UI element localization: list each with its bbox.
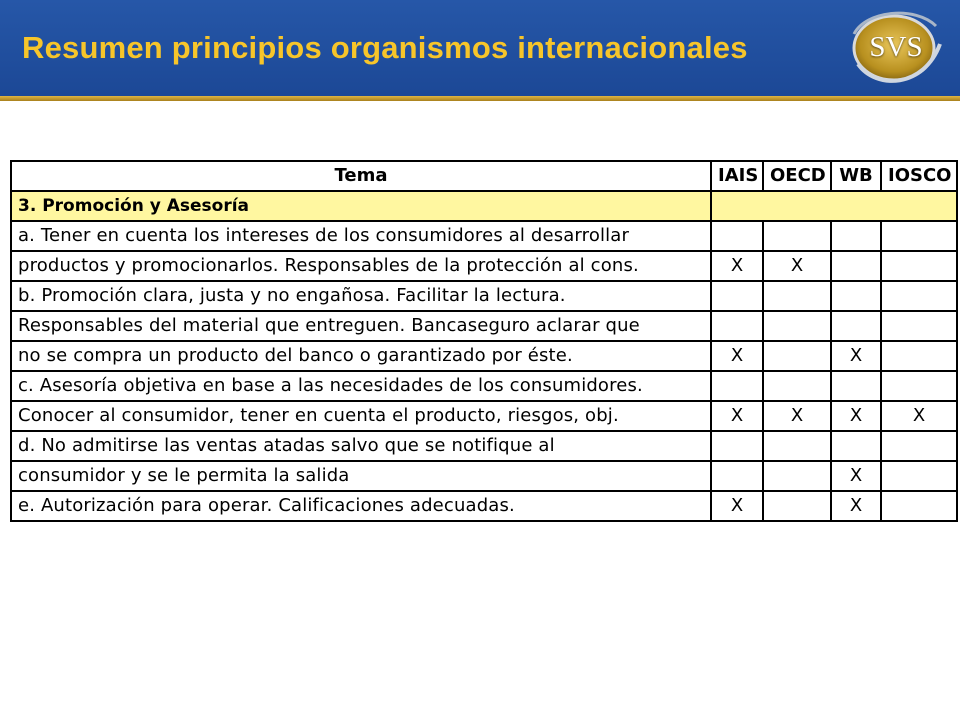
row-text: a. Tener en cuenta los intereses de los consumidores al desarrollar (11, 221, 711, 251)
mark-iais (711, 431, 763, 461)
mark-wb (831, 281, 881, 311)
col-iais: IAIS (711, 161, 763, 191)
table-row (11, 401, 957, 431)
mark-iosco (881, 311, 957, 341)
mark-oecd: X (763, 251, 831, 281)
table-row (11, 461, 957, 491)
mark-iosco (881, 251, 957, 281)
mark-oecd (763, 461, 831, 491)
table-row (11, 341, 957, 371)
mark-oecd (763, 491, 831, 521)
mark-iais: X (711, 491, 763, 521)
mark-wb: X (831, 341, 881, 371)
mark-oecd (763, 371, 831, 401)
table-row (11, 251, 957, 281)
mark-iosco (881, 491, 957, 521)
table-row (11, 221, 957, 251)
table-row (11, 431, 957, 461)
mark-wb (831, 221, 881, 251)
col-wb: WB (831, 161, 881, 191)
mark-iosco (881, 281, 957, 311)
table-row (11, 371, 957, 401)
table-header-row (11, 161, 957, 191)
section-blank (711, 191, 957, 221)
mark-iais (711, 221, 763, 251)
row-text: c. Asesoría objetiva en base a las necesidades de los consumidores. (11, 371, 711, 401)
mark-oecd (763, 431, 831, 461)
logo-text: SVS (869, 31, 923, 63)
mark-iosco (881, 461, 957, 491)
page-title: Resumen principios organismos internacionales (22, 30, 748, 65)
mark-wb: X (831, 491, 881, 521)
mark-wb (831, 371, 881, 401)
mark-iosco (881, 371, 957, 401)
row-text: no se compra un producto del banco o garantizado por éste. (11, 341, 711, 371)
mark-iais: X (711, 341, 763, 371)
row-text: Responsables del material que entreguen. Bancaseguro aclarar que (11, 311, 711, 341)
mark-iais (711, 311, 763, 341)
header-divider (0, 96, 960, 101)
row-text: d. No admitirse las ventas atadas salvo que se notifique al (11, 431, 711, 461)
row-text: consumidor y se le permita la salida (11, 461, 711, 491)
mark-iais (711, 281, 763, 311)
table-row (11, 491, 957, 521)
mark-oecd (763, 221, 831, 251)
mark-oecd: X (763, 401, 831, 431)
mark-oecd (763, 341, 831, 371)
row-text: Conocer al consumidor, tener en cuenta el producto, riesgos, obj. (11, 401, 711, 431)
mark-wb: X (831, 401, 881, 431)
mark-iosco (881, 221, 957, 251)
mark-iosco (881, 431, 957, 461)
row-text: b. Promoción clara, justa y no engañosa. Facilitar la lectura. (11, 281, 711, 311)
mark-wb (831, 431, 881, 461)
row-text: productos y promocionarlos. Responsables de la protección al cons. (11, 251, 711, 281)
mark-iais (711, 461, 763, 491)
svs-logo (846, 4, 946, 90)
col-tema: Tema (11, 161, 711, 191)
mark-iais: X (711, 401, 763, 431)
principles-table (10, 160, 958, 522)
section-title: 3. Promoción y Asesoría (11, 191, 711, 221)
row-text: e. Autorización para operar. Calificaciones adecuadas. (11, 491, 711, 521)
section-row (11, 191, 957, 221)
mark-oecd (763, 311, 831, 341)
mark-wb: X (831, 461, 881, 491)
mark-iosco: X (881, 401, 957, 431)
mark-iais (711, 371, 763, 401)
col-oecd: OECD (763, 161, 831, 191)
mark-iosco (881, 341, 957, 371)
table-row (11, 311, 957, 341)
col-iosco: IOSCO (881, 161, 957, 191)
mark-wb (831, 311, 881, 341)
mark-iais: X (711, 251, 763, 281)
mark-oecd (763, 281, 831, 311)
mark-wb (831, 251, 881, 281)
table-row (11, 281, 957, 311)
